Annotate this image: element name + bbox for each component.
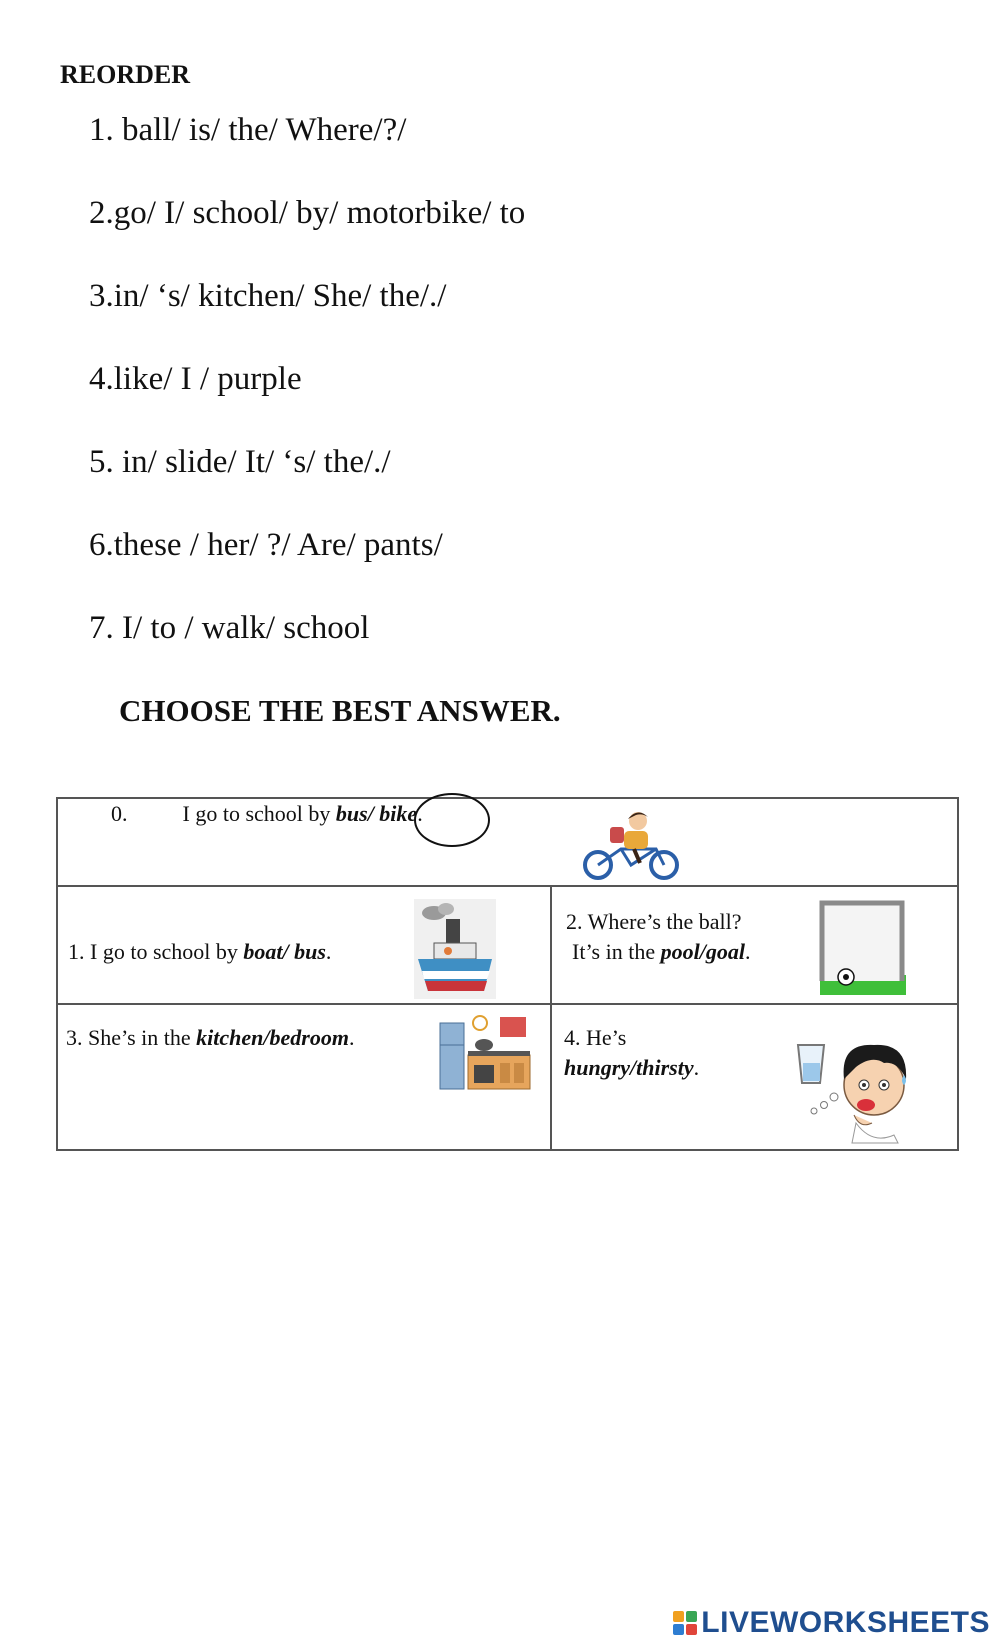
boat-icon (414, 899, 496, 999)
question-2-line2: It’s in the pool/goal. (572, 939, 751, 964)
reorder-item-2: 2.go/ I/ school/ by/ motorbike/ to (89, 195, 526, 231)
question-1: 1. I go to school by boat/ bus. (68, 939, 332, 964)
reorder-item-1: 1. ball/ is/ the/ Where/?/ (89, 112, 407, 148)
brand-name: LIVEWORKSHEETS (701, 1606, 990, 1639)
reorder-item-3: 3.in/ ‘s/ kitchen/ She/ the/./ (89, 278, 447, 314)
soccer-goal-icon (816, 899, 908, 997)
liveworksheets-logo-icon (673, 1611, 697, 1635)
thirsty-boy-icon (794, 1019, 912, 1145)
reorder-heading: REORDER (60, 60, 191, 89)
reorder-item-5: 5. in/ slide/ It/ ‘s/ the/./ (89, 444, 391, 480)
reorder-item-6: 6.these / her/ ?/ Are/ pants/ (89, 527, 443, 563)
question-4-line1: 4. He’s (564, 1025, 627, 1050)
answer-table (56, 797, 959, 1150)
answer-circle (414, 793, 490, 847)
liveworksheets-brand (673, 1603, 990, 1643)
example-question: 0. I go to school by bus/ bike. (111, 801, 423, 826)
reorder-item-7: 7. I/ to / walk/ school (89, 610, 370, 646)
child-on-bicycle-icon (576, 809, 686, 881)
question-4-line2: hungry/thirsty. (564, 1055, 700, 1080)
kitchen-icon (438, 1015, 532, 1091)
choose-section-title: CHOOSE THE BEST ANSWER. (119, 693, 561, 728)
question-2-line1: 2. Where’s the ball? (566, 909, 742, 934)
question-3: 3. She’s in the kitchen/bedroom. (66, 1025, 355, 1050)
reorder-item-4: 4.like/ I / purple (89, 361, 302, 397)
